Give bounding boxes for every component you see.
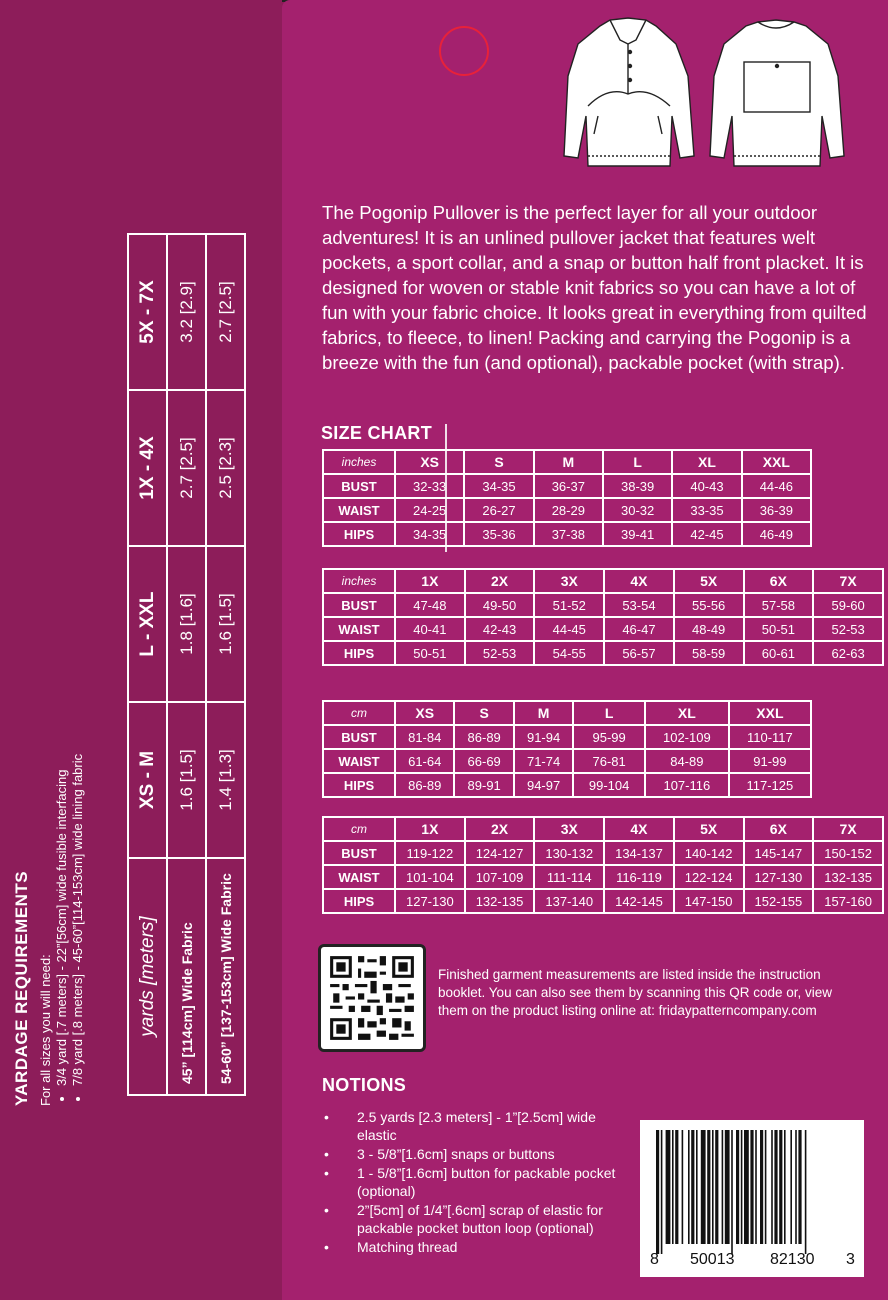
yardage-bullet: • 7/8 yard [.8 meters] - 45-60”[114-153cm] wide lining fabric [70,754,86,1086]
measure-value: 124-127 [465,841,535,865]
barcode-digit-group: 3 [846,1251,855,1268]
measure-value: 34-35 [464,474,533,498]
size-header: XL [645,701,729,725]
measure-value: 110-117 [729,725,811,749]
measure-value: 152-155 [744,889,814,913]
measure-value: 42-43 [465,617,535,641]
measure-value: 50-51 [395,641,465,665]
barcode-bar [798,1130,801,1244]
notion-item: • 2”[5cm] of 1/4”[.6cm] scrap of elastic for packable pocket button loop (optional) [322,1201,622,1237]
yardage-value: 2.7 [2.5] [206,234,245,390]
size-table-cm-plus [322,816,884,914]
measure-value: 54-55 [534,641,604,665]
notion-item: • 2.5 yards [2.3 meters] - 1”[2.5cm] wide elastic [322,1108,622,1144]
size-header: M [514,701,573,725]
barcode-bar [722,1130,724,1244]
size-header: XXL [729,701,811,725]
measure-value: 50-51 [744,617,814,641]
size-header: 5X [674,569,744,593]
size-table-inches-plus [322,568,884,666]
notions-title: NOTIONS [322,1075,407,1095]
measure-value: 117-125 [729,773,811,797]
measure-value: 36-39 [742,498,811,522]
size-header: 6X [744,817,814,841]
barcode-bar [725,1130,730,1244]
barcode-bar [779,1130,782,1244]
registration-circle [439,26,489,76]
size-table-unit: inches [323,450,395,474]
size-header: 1X [395,817,465,841]
measure-value: 42-45 [672,522,741,546]
measure-value: 52-53 [813,617,883,641]
yardage-value: 1.8 [1.6] [167,546,206,702]
size-header: 2X [465,817,535,841]
measure-value: 81-84 [395,725,454,749]
measure-value: 86-89 [454,725,513,749]
barcode-bar [696,1130,698,1244]
barcode-digit-group: 8 [650,1251,659,1268]
measure-value: 52-53 [465,641,535,665]
size-table-unit: cm [323,817,395,841]
measure-label: WAIST [323,749,395,773]
size-header: 3X [534,569,604,593]
measure-value: 37-38 [534,522,603,546]
measure-value: 86-89 [395,773,454,797]
jacket-front-drawing [564,18,694,166]
size-header: S [464,450,533,474]
measure-value: 44-45 [534,617,604,641]
yardage-bullets [54,754,86,1106]
yardage-title: YARDAGE REQUIREMENTS [12,870,31,1106]
size-table-cm-standard [322,700,812,798]
yardage-value: 1.6 [1.5] [167,702,206,858]
product-description: The Pogonip Pullover is the perfect layer for all your outdoor adventures! It is an unlined pullover jacket that features welt pockets, a sport collar, and a snap or button half front placket. It is designed for woven or stable knit fabrics so you can have a lot of fun with your fabric choice. It looks great in everything from quilted fabrics, to fleece, to linen! Packing and carrying the Pogonip is a breeze with the fun (and optional), packable pocket (with strap). [322,202,867,373]
measure-value: 99-104 [573,773,645,797]
barcode-bar [712,1130,714,1244]
qr-code-pattern [327,953,417,1043]
barcode [640,1120,864,1277]
yardage-value: 2.5 [2.3] [206,390,245,546]
measure-value: 134-137 [604,841,674,865]
measure-value: 28-29 [534,498,603,522]
measure-value: 127-130 [395,889,465,913]
measure-value: 47-48 [395,593,465,617]
barcode-bar [656,1130,659,1254]
notion-item: • 3 - 5/8”[1.6cm] snaps or buttons [322,1145,622,1163]
measure-value: 36-37 [534,474,603,498]
measure-value: 147-150 [674,889,744,913]
measure-value: 53-54 [604,593,674,617]
yardage-size-header: 1X - 4X [128,390,167,546]
yardage-size-header: 5X - 7X [128,234,167,390]
barcode-bar [744,1130,749,1244]
size-header: 2X [465,569,535,593]
size-header: XXL [742,450,811,474]
barcode-bar [790,1130,792,1244]
measure-value: 51-52 [534,593,604,617]
measure-value: 35-36 [464,522,533,546]
measure-value: 46-49 [742,522,811,546]
barcode-bar [731,1130,733,1254]
yardage-section [0,126,280,1106]
measure-value: 55-56 [674,593,744,617]
barcode-bar [701,1130,706,1244]
measure-value: 111-114 [534,865,604,889]
measure-label: BUST [323,841,395,865]
measure-value: 61-64 [395,749,454,773]
barcode-bar [675,1130,678,1244]
barcode-bar [771,1130,773,1244]
measure-value: 91-99 [729,749,811,773]
measure-value: 119-122 [395,841,465,865]
size-header: 3X [534,817,604,841]
measure-value: 102-109 [645,725,729,749]
measure-label: BUST [323,474,395,498]
barcode-bar [691,1130,694,1244]
measure-label: HIPS [323,773,395,797]
barcode-bar [688,1130,690,1244]
measure-value: 56-57 [604,641,674,665]
size-header: 6X [744,569,814,593]
measure-value: 26-27 [464,498,533,522]
barcode-bar [755,1130,757,1244]
yardage-intro: For all sizes you will need: [38,954,53,1106]
yardage-value: 1.6 [1.5] [206,546,245,702]
barcode-bar [741,1130,743,1244]
barcode-bar [784,1130,786,1244]
size-header: 7X [813,569,883,593]
measure-value: 107-116 [645,773,729,797]
size-header: XS [395,450,464,474]
measure-value: 49-50 [465,593,535,617]
barcode-bar [765,1130,767,1244]
measure-value: 40-41 [395,617,465,641]
measure-value: 34-35 [395,522,464,546]
measure-label: HIPS [323,889,395,913]
barcode-bar [760,1130,763,1244]
yardage-row [167,234,206,1095]
size-header: L [573,701,645,725]
barcode-bar [715,1130,718,1244]
size-header: 4X [604,569,674,593]
measure-value: 122-124 [674,865,744,889]
size-header: XS [395,701,454,725]
measure-value: 38-39 [603,474,672,498]
measure-value: 60-61 [744,641,814,665]
measure-value: 150-152 [813,841,883,865]
measure-value: 66-69 [454,749,513,773]
size-chart-title: SIZE CHART [321,423,432,443]
measure-value: 142-145 [604,889,674,913]
measure-label: WAIST [323,498,395,522]
measure-value: 46-47 [604,617,674,641]
measure-value: 32-33 [395,474,464,498]
barcode-bars [640,1126,864,1256]
jacket-back-drawing [710,20,844,166]
measure-value: 24-25 [395,498,464,522]
barcode-bar [672,1130,674,1244]
barcode-bar [666,1130,671,1244]
measure-label: HIPS [323,641,395,665]
size-header: 5X [674,817,744,841]
measure-value: 140-142 [674,841,744,865]
barcode-digit-group: 82130 [770,1251,815,1268]
yardage-row-label: 45” [114cm] Wide Fabric [167,858,206,1095]
measure-value: 130-132 [534,841,604,865]
yardage-size-header: XS - M [128,702,167,858]
measure-value: 71-74 [514,749,573,773]
measure-value: 95-99 [573,725,645,749]
measure-value: 132-135 [813,865,883,889]
size-header: 7X [813,817,883,841]
barcode-bar [736,1130,739,1244]
size-table-unit: inches [323,569,395,593]
barcode-digit-group: 50013 [690,1251,735,1268]
barcode-bar [750,1130,753,1244]
measure-value: 59-60 [813,593,883,617]
measure-label: HIPS [323,522,395,546]
measure-label: BUST [323,593,395,617]
barcode-digits [640,1251,864,1271]
measure-value: 127-130 [744,865,814,889]
yardage-row-label: 54-60” [137-153cm] Wide Fabric [206,858,245,1095]
yardage-header-row [128,234,167,1095]
yardage-unit-label: yards [meters] [128,858,167,1095]
barcode-bar [682,1130,684,1244]
measure-value: 58-59 [674,641,744,665]
notion-item: • 1 - 5/8”[1.6cm] button for packable pocket (optional) [322,1164,622,1200]
yardage-bullet: • 3/4 yard [.7 meters] - 22”[56cm] wide fusible interfacing [54,754,70,1086]
measure-value: 40-43 [672,474,741,498]
measure-value: 145-147 [744,841,814,865]
measure-value: 84-89 [645,749,729,773]
barcode-bar [805,1130,807,1254]
measure-value: 107-109 [465,865,535,889]
measure-value: 101-104 [395,865,465,889]
size-header: XL [672,450,741,474]
size-header: S [454,701,513,725]
measure-value: 33-35 [672,498,741,522]
measure-value: 44-46 [742,474,811,498]
yardage-value: 1.4 [1.3] [206,702,245,858]
yardage-size-header: L - XXL [128,546,167,702]
measure-value: 91-94 [514,725,573,749]
yardage-row [206,234,245,1095]
yardage-table [127,233,246,1096]
measure-label: BUST [323,725,395,749]
measure-value: 62-63 [813,641,883,665]
measure-value: 30-32 [603,498,672,522]
measure-value: 116-119 [604,865,674,889]
measure-value: 48-49 [674,617,744,641]
yardage-value: 2.7 [2.5] [167,390,206,546]
barcode-bar [795,1130,797,1244]
size-header: 4X [604,817,674,841]
size-header: M [534,450,603,474]
jacket-technical-drawing [548,16,848,184]
notion-item: • Matching thread [322,1238,622,1256]
measure-value: 137-140 [534,889,604,913]
qr-code[interactable] [318,944,426,1052]
measure-value: 132-135 [465,889,535,913]
measure-value: 157-160 [813,889,883,913]
yardage-value: 3.2 [2.9] [167,234,206,390]
measure-value: 39-41 [603,522,672,546]
measure-value: 57-58 [744,593,814,617]
measure-label: WAIST [323,617,395,641]
barcode-bar [774,1130,777,1244]
measurement-note: Finished garment measurements are listed inside the instruction booklet. You can also see them by scanning this QR code or, view them on the product listing online at: fridaypatterncompany.com [438,967,832,1018]
measure-value: 94-97 [514,773,573,797]
measure-label: WAIST [323,865,395,889]
size-table-unit: cm [323,701,395,725]
size-table-inches-standard [322,449,812,547]
barcode-bar [661,1130,663,1254]
barcode-bar [707,1130,710,1244]
measure-value: 76-81 [573,749,645,773]
size-header: 1X [395,569,465,593]
measure-value: 89-91 [454,773,513,797]
notions-list [322,1108,622,1257]
size-header: L [603,450,672,474]
